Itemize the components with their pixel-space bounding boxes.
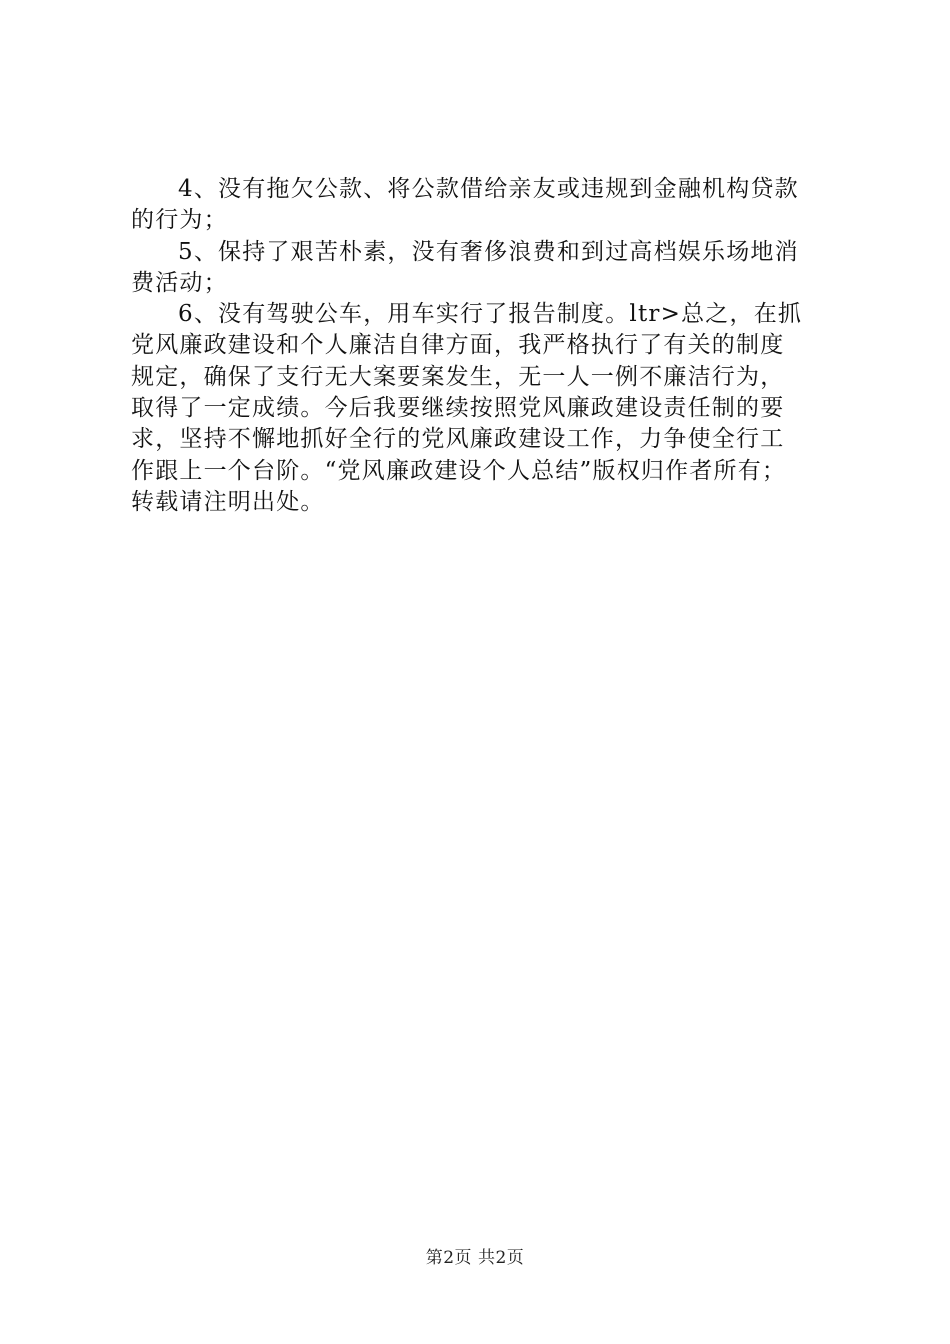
paragraph-line: 求，坚持不懈地抓好全行的党风廉政建设工作，力争使全行工	[131, 426, 785, 453]
paragraph-line: 规定，确保了支行无大案要案发生，无一人一例不廉洁行为，	[131, 363, 785, 390]
paragraph-line: 5、保持了艰苦朴素，没有奢侈浪费和到过高档娱乐场地消	[178, 238, 799, 265]
paragraph-line: 党风廉政建设和个人廉洁自律方面，我严格执行了有关的制度	[131, 332, 785, 359]
document-body	[131, 174, 831, 518]
paragraph-line: 6、没有驾驶公车，用车实行了报告制度。ltr>总之，在抓	[178, 301, 803, 328]
page-number-footer: 第2页 共2页	[425, 1248, 525, 1268]
paragraph-line: 取得了一定成绩。今后我要继续按照党风廉政建设责任制的要	[131, 395, 785, 422]
paragraph-line: 4、没有拖欠公款、将公款借给亲友或违规到金融机构贷款	[178, 176, 799, 202]
paragraph-line: 的行为；	[131, 207, 228, 234]
paragraph-line: 转载请注明出处。	[131, 488, 325, 515]
paragraph-line: 费活动；	[131, 269, 228, 296]
paragraph-line: 作跟上一个台阶。“党风廉政建设个人总结”版权归作者所有；	[131, 457, 787, 484]
